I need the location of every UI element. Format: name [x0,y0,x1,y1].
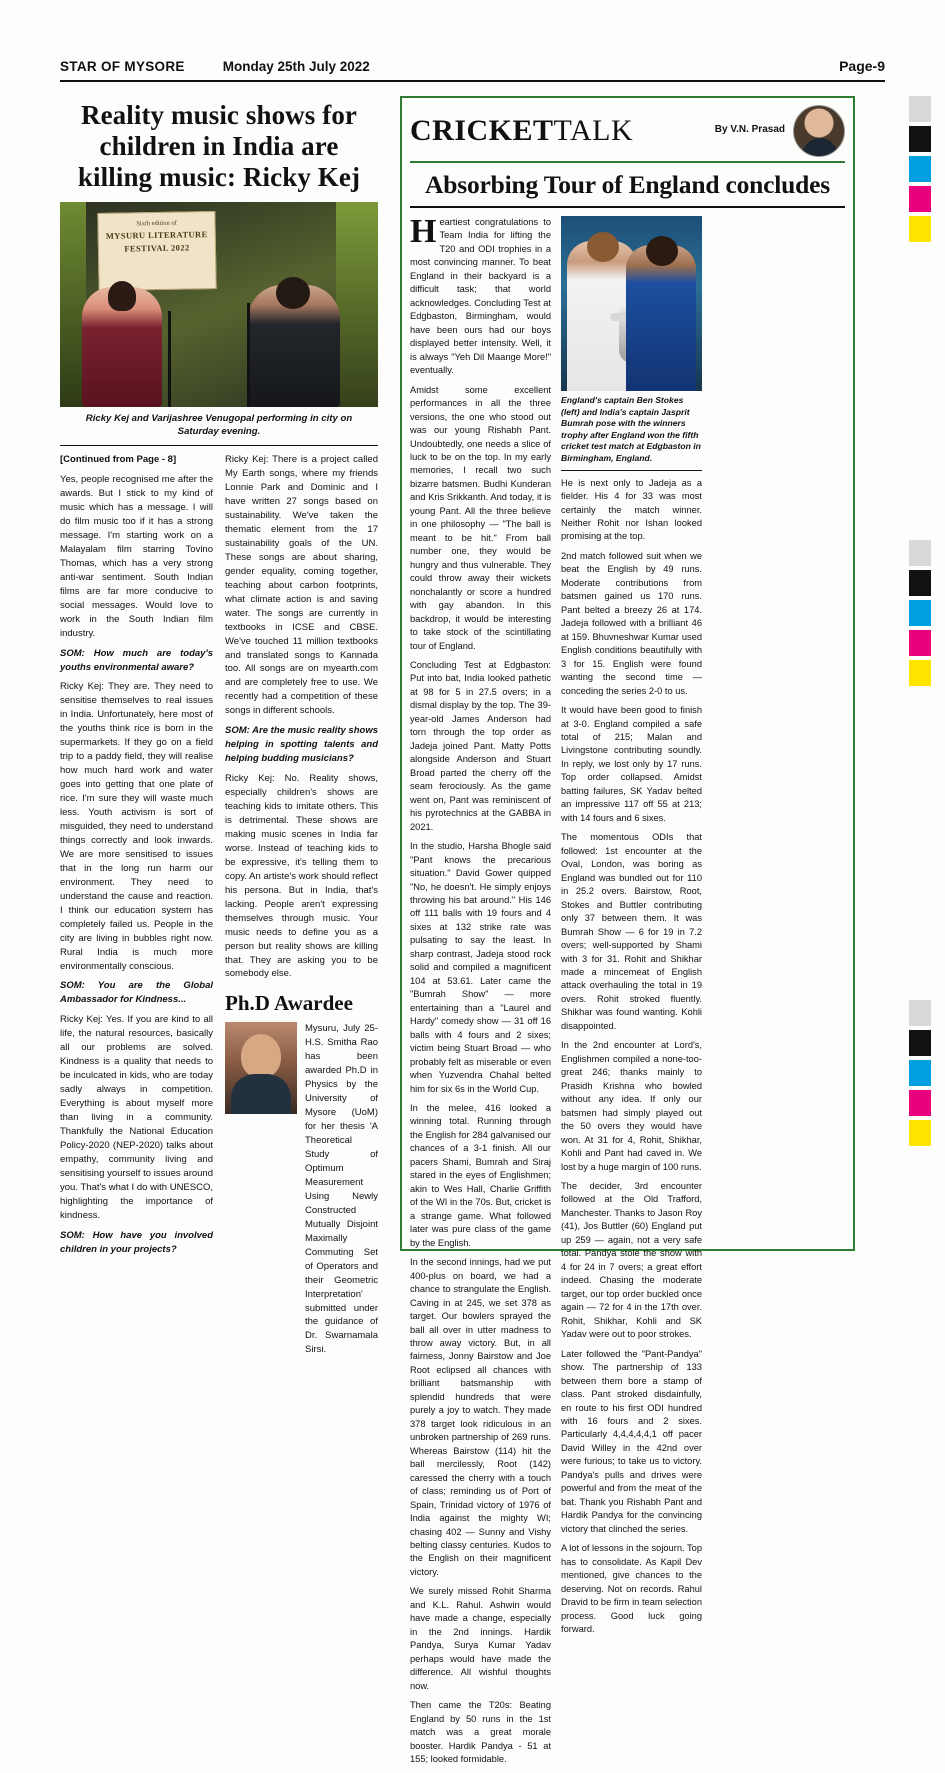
singer-figure [82,287,162,407]
left-columns [60,453,378,1363]
cricket-column-1 [410,213,551,1773]
question: SOM: How much are today's youths environmental aware? [60,647,213,673]
cricket-talk-header [410,105,845,163]
paragraph: In the 2nd encounter at Lord's, Englishmen compiled a none-too-great 246; thanks mainly to Prasidh Krishna who bowled without any idea. If only our batsmen had simply played out the 50 overs they would have won. At 31 for 4, Rohit, Shikhar, Kohli and Pant had caved in. We lost by a huge margin of 100 runs. [561,1040,702,1172]
cricket-talk-pane [400,96,855,1765]
phd-awardee-photo [225,1022,297,1114]
color-bar-grey [909,540,931,566]
paragraph: The decider, 3rd encounter followed at the Old Trafford, Manchester. Thanks to Jason Roy (41), Jos Buttler (60) England put up 259 — again, not a very safe total. Pandya stole the show with 4 for 24 in 7 overs; a great effort indeed. Chasing the moderate target, our top order buckled once again — 72 for 4 in the 17th over. Rohit, Shikhar, Kohli and SK Yadav were out to poor strokes. [561,1181,702,1340]
paragraph: Amidst some excellent performances in all the three versions, the one who stood out was our young Rishabh Pant. Undoubtedly, one needs a slice of luck to be on the top. In my early memories, I recall two such bizarre batsmen. Budhi Kunderan and Kris Srikkanth. And today, it is young Pant. All the three believe in one philosophy — "The ball is meant to be hit." From ball number one, they would be hungry and thus vulnerable. They could throw away their wickets nonchalantly or score a hundred with gay abandon. In this backdrop, it would be interesting to take stock of the scintillating tour of England. [410,384,551,651]
paragraph: We surely missed Rohit Sharma and K.L. Rahul. Ashwin would have made a change, especially in the 2nd innings. Hardik Pandya, Surya Kumar Yadav perhaps would have made the difference. All wishful thoughts now. [410,1586,551,1691]
color-bar-cyan [909,600,931,626]
column-title-bold: CRICKET [410,114,554,147]
continued-note: [Continued from Page - 8] [60,454,177,466]
left-column-1 [60,453,213,1363]
phd-block [225,1022,378,1363]
masthead [60,58,885,82]
test-match-photo [561,216,702,391]
page-number: Page-9 [839,58,885,74]
color-bar-grey [909,1000,931,1026]
author-avatar [793,105,845,157]
color-bar-cyan [909,156,931,182]
mic-stand-icon [168,311,171,407]
paragraph: It would have been good to finish at 3-0. England compiled a safe total of 215; Malan and Livingstone contributing soundly. In reply, we lost only by 17 runs. Top order collapsed. Amidst batting failures, SK Yadav belted an impressive 117 off 55 at 213; with 14 fours and 6 sixes. [561,705,702,823]
phd-awardee-text: Mysuru, July 25- H.S. Smitha Rao has been awarded Ph.D in Physics by the University of Mysore (UoM) for her thesis 'A Theoretical Study of Optimum Measurement Using Newly Constructed Mutually Disjoint Maximally Commuting Set of Operators and their Geometric Interpretation' submitted under the guidance of Dr. Swarnamala Sirsi. [305,1023,378,1356]
paragraph: 2nd match followed suit when we beat the English by 49 runs. Moderate contributions from batsmen gained us 170 runs. Pant belted a breezy 26 at 174. Jadeja followed with a brilliant 46 at 159. Bhuvneshwar Kumar used English conditions beautifully with 3 for 15. English were found wanting the second time — conceding the series 2-0 to us. [561,550,702,696]
color-bar-grey [909,96,931,122]
article-headline: Reality music shows for children in India are killing music: Ricky Kej [77,100,361,192]
color-bar-yellow [909,216,931,242]
paragraph: In the studio, Harsha Bhogle said "Pant knows the precarious situation." David Gower quipped "No, he doesn't. He simply enjoys throwing his bat around." His 146 off 111 balls with 19 fours and 4 sixes at 132 strike rate was pulsating to say the least. In sharp contrast, Jadeja stood rock solid and compiled a magnificent 104 at 53.61. Later came the "Bumrah Show" — more entertaining than a "Laurel and Hardy" comedy show — 31 off 16 balls with 4 fours and 2 sixes; victim being Stuart Broad — who probably felt as miserable or even when Yuzvendra Chahal belted him for six 6s in the World Cup. [410,841,551,1094]
color-bar-magenta [909,186,931,212]
jasprit-bumrah-figure [626,245,696,391]
byline: By V.N. Prasad [714,124,785,135]
paragraph: A lot of lessons in the sojourn. Top has to consolidate. As Kapil Dev mentioned, give chances to the deserving. Not on records. Rahul Dravid to be firm in team selection process. Good luck going forward. [561,1543,702,1634]
column-title-thin: TALK [553,114,634,147]
photo-caption: Ricky Kej and Varijashree Venugopal performing in city on Saturday evening. [60,407,378,446]
issue-date: Monday 25th July 2022 [222,59,370,74]
cricket-columns [410,213,845,1773]
left-article-pane [60,96,390,1356]
color-bar-magenta [909,630,931,656]
color-bar-yellow [909,1120,931,1146]
question: SOM: How have you involved children in your projects? [60,1229,213,1255]
print-color-bars-bottom [909,1000,931,1150]
page-body [60,96,885,1765]
color-bar-cyan [909,1060,931,1086]
paragraph: Then came the T20s: Beating England by 50 runs in the 1st match was a great morale booster. Hardik Pandya - 51 at 155; looked formidable. [410,1700,551,1765]
print-color-bars-middle [909,540,931,690]
question: SOM: Are the music reality shows helping in spotting talents and helping budding musicians? [225,725,378,765]
paragraph: In the second innings, had we put 400-plus on board, we had a chance to strangulate the English. Caving in at 245, we set 378 as target. Our bowlers sprayed the ball all over in utter madness to throw away victory. But, in all fairness, Jonny Bairstow and Joe Root eclipsed all chances with brilliant batsmanship with splendid hundreds that were purely a joy to watch. They made 378 target look ridiculous in an unbroken partnership of 269 runs. Whereas Bairstow (114) hit the ball mercilessly, Root (142) caressed the cherry with a touch of class; reminding us of Port of Spain, Trinidad victory of 1976 of India against the mighty WI; chasing 402 — Sunny and Vishy belting classy centuries. Kudos to the English on their magnificent victory. [410,1257,551,1577]
color-bar-black [909,570,931,596]
column-title [410,114,633,148]
paragraph: Ricky Kej: Yes. If you are kind to all life, the natural resources, basically all our problems are solved. Kindness is a quality that needs to be inculcated in kids, who are today sadly always in competition. Everything is about myself more than living in a community. Thankfully the National Education Policy-2020 (NEP-2020) talks about empathy, community living and sensitising yourself to issues around you. That's what I do with UNESCO, highlighting the importance of kindness. [60,1014,213,1221]
paragraph: Heartiest congratulations to Team India for lifting the T20 and ODI trophies in a most convincing manner. To beat England in their backyard is a difficult task; that world acknowledges. Concluding Test at Edgbaston, Birmingham, would have been ours had our boys displayed better intensity. Well, it is always "Yeh Dil Maange More!" eventually. [410,213,551,376]
paragraph: Later followed the "Pant-Pandya" show. The partnership of 133 between them bore a stamp of class. Pant stroked disdainfully, en route to his first ODI hundred with 16 fours and 2 sixes. Particularly 4,4,4,4,4,1 off pacer David Willey in the 42nd over were furious; to take us to victory. Pandya's pulls and drives were powerful and from the meat of the bat. Thank you Rishabh Pant and Hardik Pandya for the convincing victory that clinched the series. [561,1348,702,1534]
publication-name: STAR OF MYSORE [60,59,185,74]
left-column-2 [225,453,378,1363]
paragraph: The momentous ODIs that followed: 1st encounter at the Oval, London, was boring as England was bundled out for 110 in 25.2 overs. Bairstow, Root, Stokes and Buttler contributing only 37 between them. It was Bumrah Show — 6 for 19 in 7.2 overs; well-supported by Shami with 3 for 31. Rohit and Shikhar made a mincemeat of English attack overhauling the total in 19 overs. Rohit stroked fluently. Shikhar was found wanting. Kohli disappointed. [561,832,702,1031]
paragraph: Ricky Kej: They are. They need to sensitise themselves to real issues in India. Unfortunately, here most of the youths think rice is born in the supermarkets. If they go on a field trip to a paddy field, they will realise how much hard work and water goes into getting that one plate of rice. I'm sure they will waste much less. Youth activism is sort of misguided, they need to understand things correctly and look inwards. We are more sensitised to issues that in the long run harm our environment. They need to understand the cause and reaction. I think our education system has completely failed us. People in the city are living in bubbles right now. Rural India is much more environmentally conscious. [60,681,213,972]
paragraph: Concluding Test at Edgbaston: Put into bat, India looked pathetic at 98 for 5 in 27.5 overs; in a dismal display by the top. The 39-year-old James Anderson had torn through the top order as Jadeja joined Pant. Matty Potts alongside Anderson and Stuart Broad parted the cherry off the seam ferociously. As the game went on, Pant was reminiscent of his pyrotechnics at the GABBA in 2021. [410,660,551,832]
cricket-photo-caption: England's captain Ben Stokes (left) and India's captain Jasprit Bumrah pose with the winners trophy after England won the fifth cricket test match at Edgbaston in Birmingham, England. [561,395,702,471]
color-bar-black [909,126,931,152]
paragraph: He is next only to Jadeja as a fielder. His 4 for 33 was most certainly the match winner. Neither Rohit nor Ishan looked promising at the top. [561,477,702,542]
photo-decor-right [336,202,378,407]
print-color-bars-top [909,96,931,246]
phd-awardee-heading: Ph.D Awardee [225,991,353,1016]
paragraph: Ricky Kej: No. Reality shows, especially children's shows are teaching kids to imitate others. This is detrimental. These shows are making music scenes in India far worse. Instead of teaching kids to be expressive, it's telling them to copy. An artiste's work should reflect his persona. But in India, that's lacking. People aren't expressing themselves through music. Your music needs to define you as a person but reality shows are killing that. They are asking you to be somebody else. [225,773,378,980]
color-bar-magenta [909,1090,931,1116]
musician-figure [248,285,340,407]
mic-stand-2-icon [247,303,250,407]
color-bar-yellow [909,660,931,686]
paragraph: Ricky Kej: There is a project called My Earth songs, where my friends Lonnie Park and Dominic and I have written 27 songs based on sustainability. We've taken the thematic element from the 17 sustainability goals of the UN. These songs are about sharing, gender equality, coming together, teaching about carbon footprints, what climate action is and saving water. The songs are currently in textbooks in ICSE and CBSE. We've touched 11 million textbooks and translated songs to Kannada too. All songs are on myearth.com and are completely free to use. We recently had a competition of these songs in different schools. [225,454,378,717]
festival-banner: Sixth edition of MYSURU LITERATURE FESTIVAL 2022 [97,211,216,291]
concert-photo [60,202,378,407]
question: SOM: You are the Global Ambassador for Kindness... [60,980,213,1006]
paragraph: Yes, people recognised me after the awards. But I stick to my kind of music which has a message. I will do film music too if it has a strong message. I'm starting work on a Malayalam film starring Tovino Thomas, which has a very strong anti-war sentiment. South Indian films are far more conducive to social messages. Would love to work in the South Indian film industry. [60,474,213,639]
color-bar-black [909,1030,931,1056]
paragraph: In the melee, 416 looked a winning total. Running through the English for 284 galvanised our chances of a 3-1 finish. All our pacers Shami, Bumrah and Siraj stared in the eyes of Englishmen; akin to Wes Hall, Charlie Griffith of the WI in the 70s. But, cricket is a strange game. What followed later was pure class of the game by the English. [410,1103,551,1248]
cricket-column-2 [561,216,702,1773]
cricket-headline: Absorbing Tour of England concludes [410,170,845,208]
